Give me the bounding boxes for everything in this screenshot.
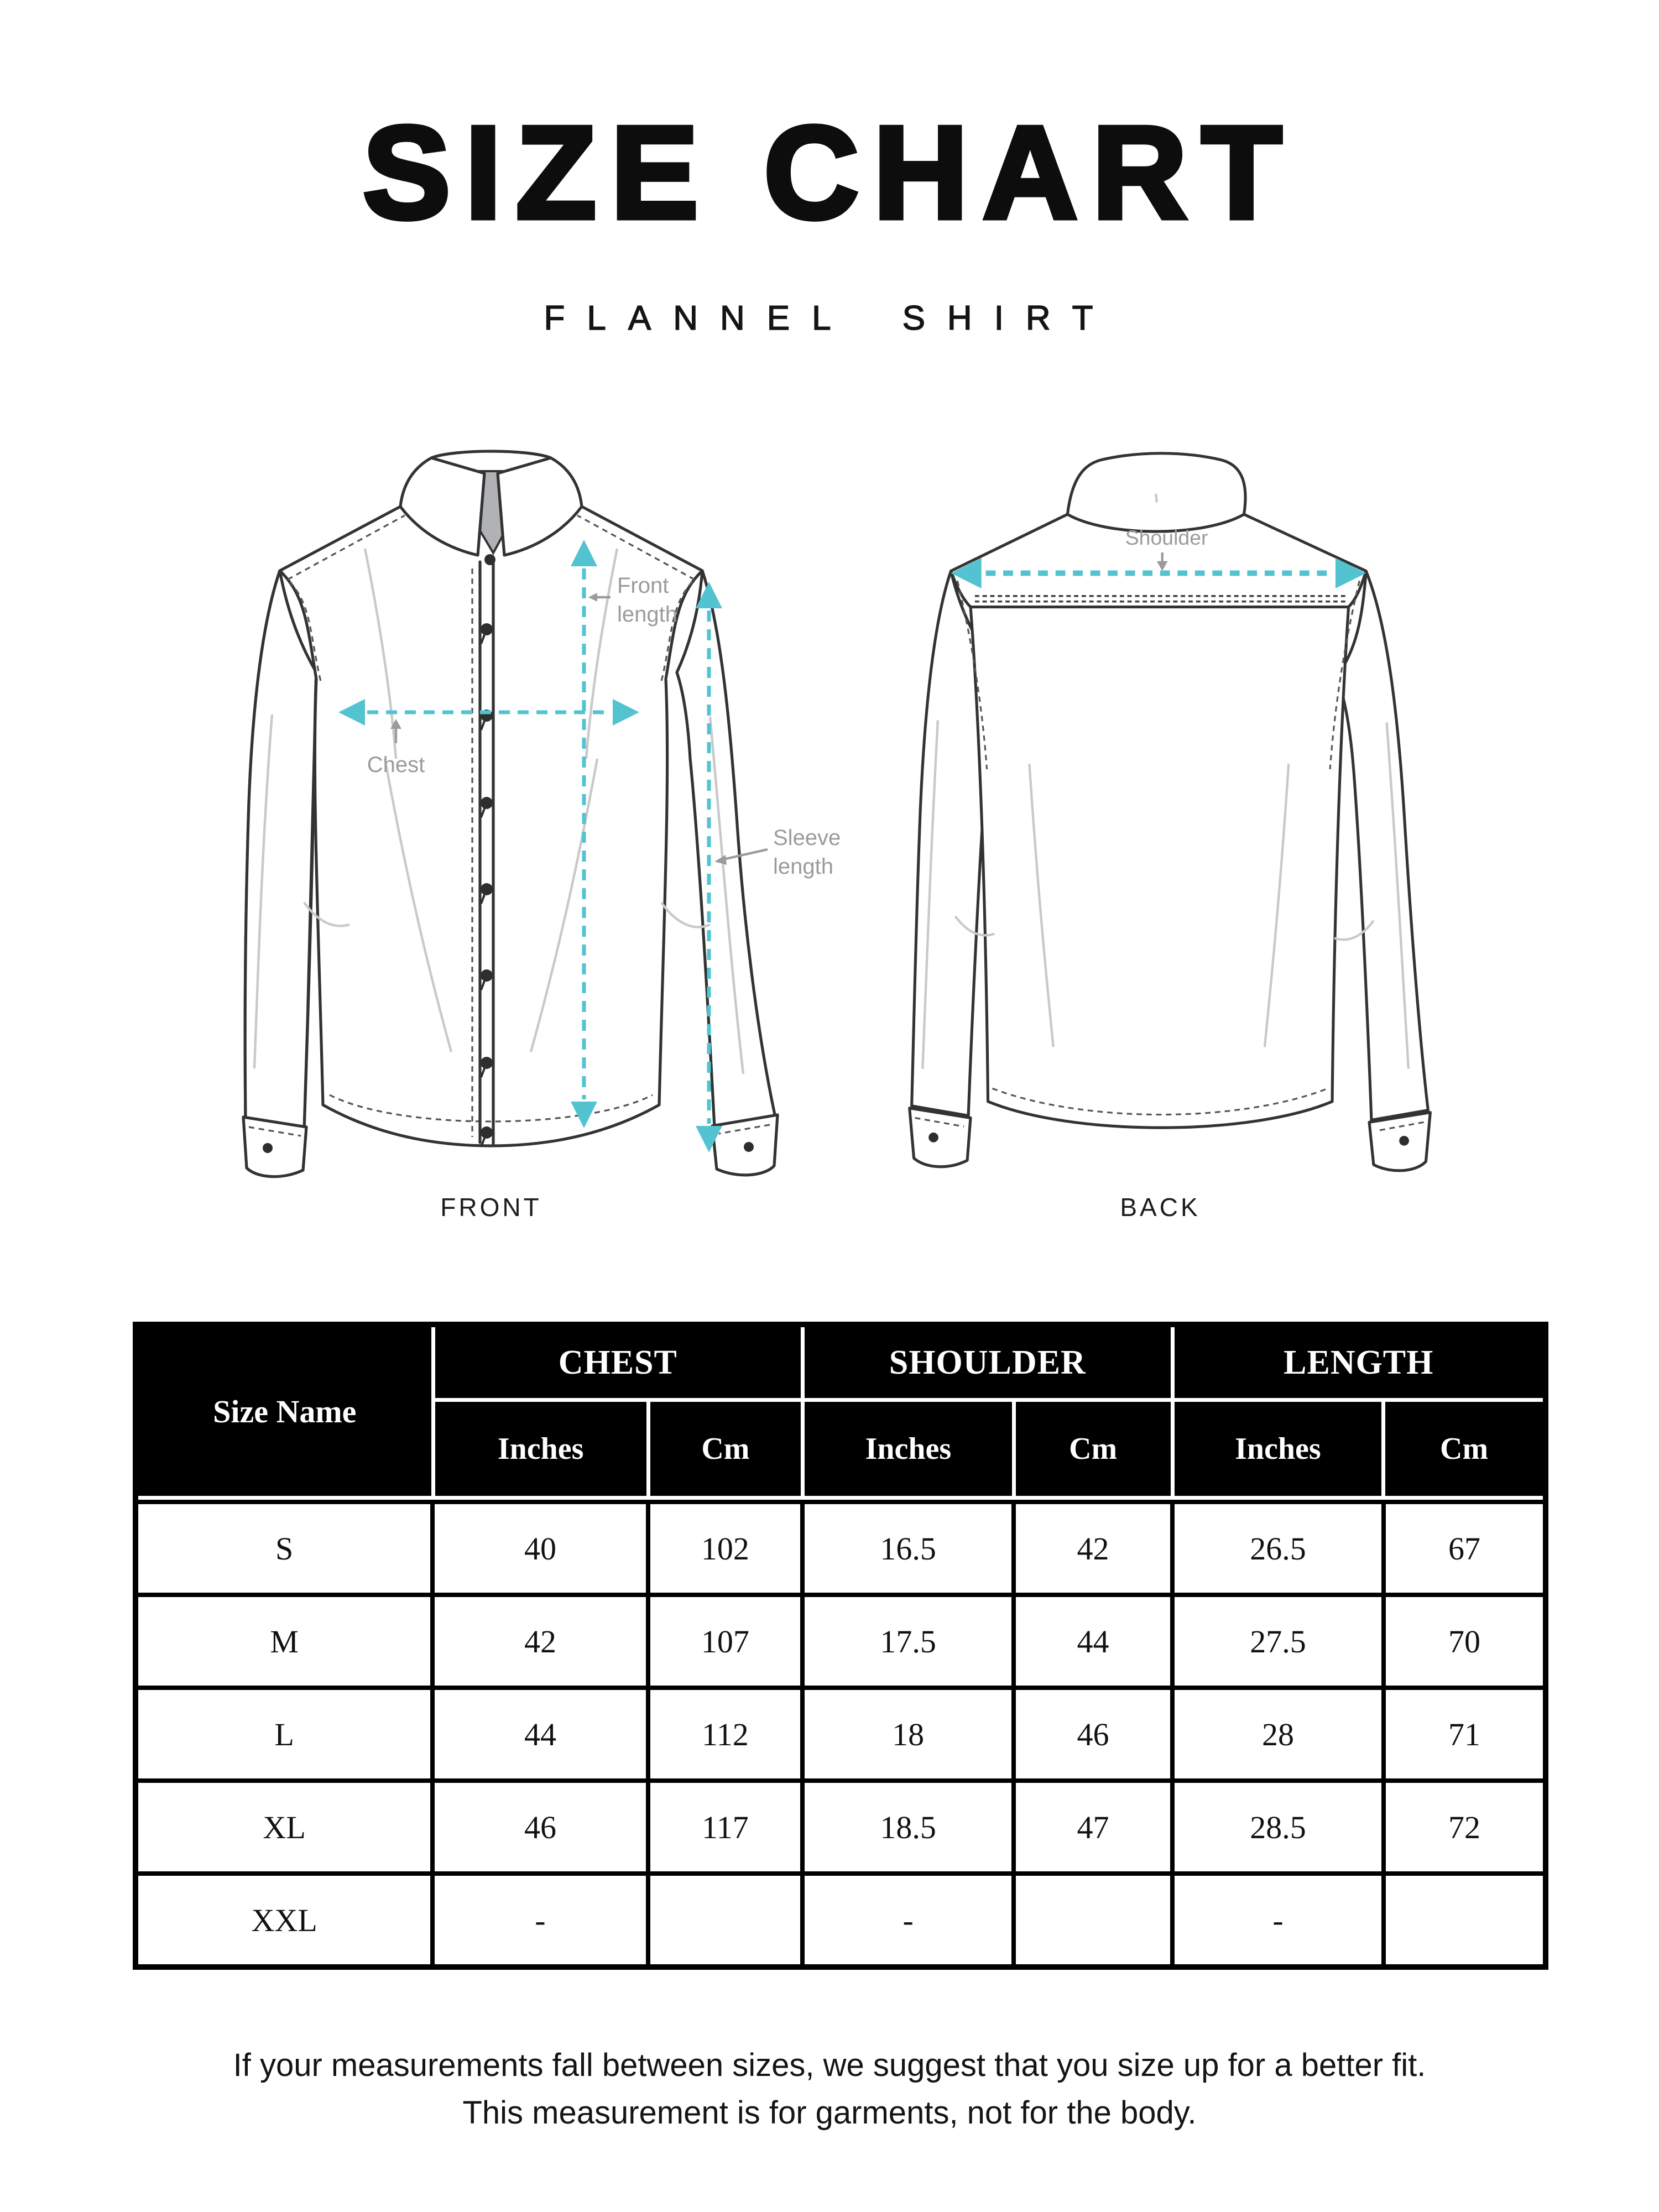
size-row-label: S <box>138 1504 430 1593</box>
table-cell: 17.5 <box>805 1597 1011 1686</box>
table-cell: 27.5 <box>1175 1597 1381 1686</box>
cuff-button <box>263 1143 273 1153</box>
size-table-body <box>138 1500 1543 1964</box>
cuff-button <box>744 1142 754 1152</box>
table-cell: 72 <box>1386 1783 1543 1871</box>
back-right-sleeve <box>1337 571 1428 1120</box>
front-shirt-diagram <box>199 427 885 1179</box>
table-header-shoulder-cm: Cm <box>1016 1402 1171 1496</box>
front-right-sleeve <box>677 571 775 1127</box>
table-cell: - <box>435 1876 645 1964</box>
table-header-size-name: Size Name <box>138 1327 431 1496</box>
table-cell: 42 <box>1016 1504 1170 1593</box>
footer-note-line2: This measurement is for garments, not for the body. <box>462 2094 1197 2131</box>
back-collar <box>1067 453 1245 531</box>
table-header-shoulder: SHOULDER <box>805 1327 1170 1398</box>
table-cell: 67 <box>1386 1504 1543 1593</box>
size-table-header <box>138 1327 1543 1496</box>
back-left-cuff <box>910 1108 971 1167</box>
table-cell: 107 <box>650 1597 801 1686</box>
table-cell: 26.5 <box>1175 1504 1381 1593</box>
table-cell <box>1016 1876 1170 1964</box>
table-cell: 117 <box>650 1783 801 1871</box>
table-cell: 46 <box>1016 1690 1170 1778</box>
table-cell <box>650 1876 801 1964</box>
front-left-cuff <box>243 1117 306 1177</box>
table-header-length-cm: Cm <box>1385 1402 1543 1496</box>
table-cell: 112 <box>650 1690 801 1778</box>
table-cell: 16.5 <box>805 1504 1011 1593</box>
table-cell: 102 <box>650 1504 801 1593</box>
table-cell: 42 <box>435 1597 645 1686</box>
size-row-label: M <box>138 1597 430 1686</box>
table-cell: 18 <box>805 1690 1011 1778</box>
table-cell: 70 <box>1386 1597 1543 1686</box>
table-header-chest-inches: Inches <box>435 1402 646 1496</box>
footer-note <box>0 2042 1659 2137</box>
size-row-label: XXL <box>138 1876 430 1964</box>
table-cell: 28.5 <box>1175 1783 1381 1871</box>
table-header-chest: CHEST <box>435 1327 801 1398</box>
table-cell: 18.5 <box>805 1783 1011 1871</box>
table-header-chest-cm: Cm <box>650 1402 801 1496</box>
back-view-label: BACK <box>1120 1193 1201 1222</box>
front-length-label-line1: Front <box>617 573 669 598</box>
table-header-length: LENGTH <box>1175 1327 1543 1398</box>
table-cell: - <box>1175 1876 1381 1964</box>
chest-label: Chest <box>367 753 425 777</box>
table-cell: 40 <box>435 1504 645 1593</box>
table-cell: - <box>805 1876 1011 1964</box>
table-header-shoulder-inches: Inches <box>805 1402 1012 1496</box>
page-title: SIZE CHART <box>363 100 1296 246</box>
table-header-length-inches: Inches <box>1175 1402 1382 1496</box>
page-subtitle: FLANNEL SHIRT <box>544 299 1115 337</box>
sleeve-length-label-line1: Sleeve <box>773 826 841 850</box>
table-cell <box>1386 1876 1543 1964</box>
sleeve-length-label-line2: length <box>773 854 833 879</box>
table-cell: 28 <box>1175 1690 1381 1778</box>
front-view-label: FRONT <box>440 1193 542 1222</box>
cuff-button <box>928 1133 938 1142</box>
size-row-label: XL <box>138 1783 430 1871</box>
cuff-button <box>1399 1136 1409 1146</box>
table-cell: 44 <box>1016 1597 1170 1686</box>
table-cell: 47 <box>1016 1783 1170 1871</box>
shoulder-label: Shoulder <box>1125 526 1208 550</box>
table-cell: 44 <box>435 1690 645 1778</box>
table-cell: 46 <box>435 1783 645 1871</box>
front-length-label-line2: length <box>617 602 677 627</box>
back-shirt-diagram <box>899 437 1443 1178</box>
size-row-label: L <box>138 1690 430 1778</box>
footer-note-line1: If your measurements fall between sizes, we suggest that you size up for a better fit. <box>233 2047 1426 2083</box>
size-table <box>133 1322 1548 1970</box>
table-cell: 71 <box>1386 1690 1543 1778</box>
